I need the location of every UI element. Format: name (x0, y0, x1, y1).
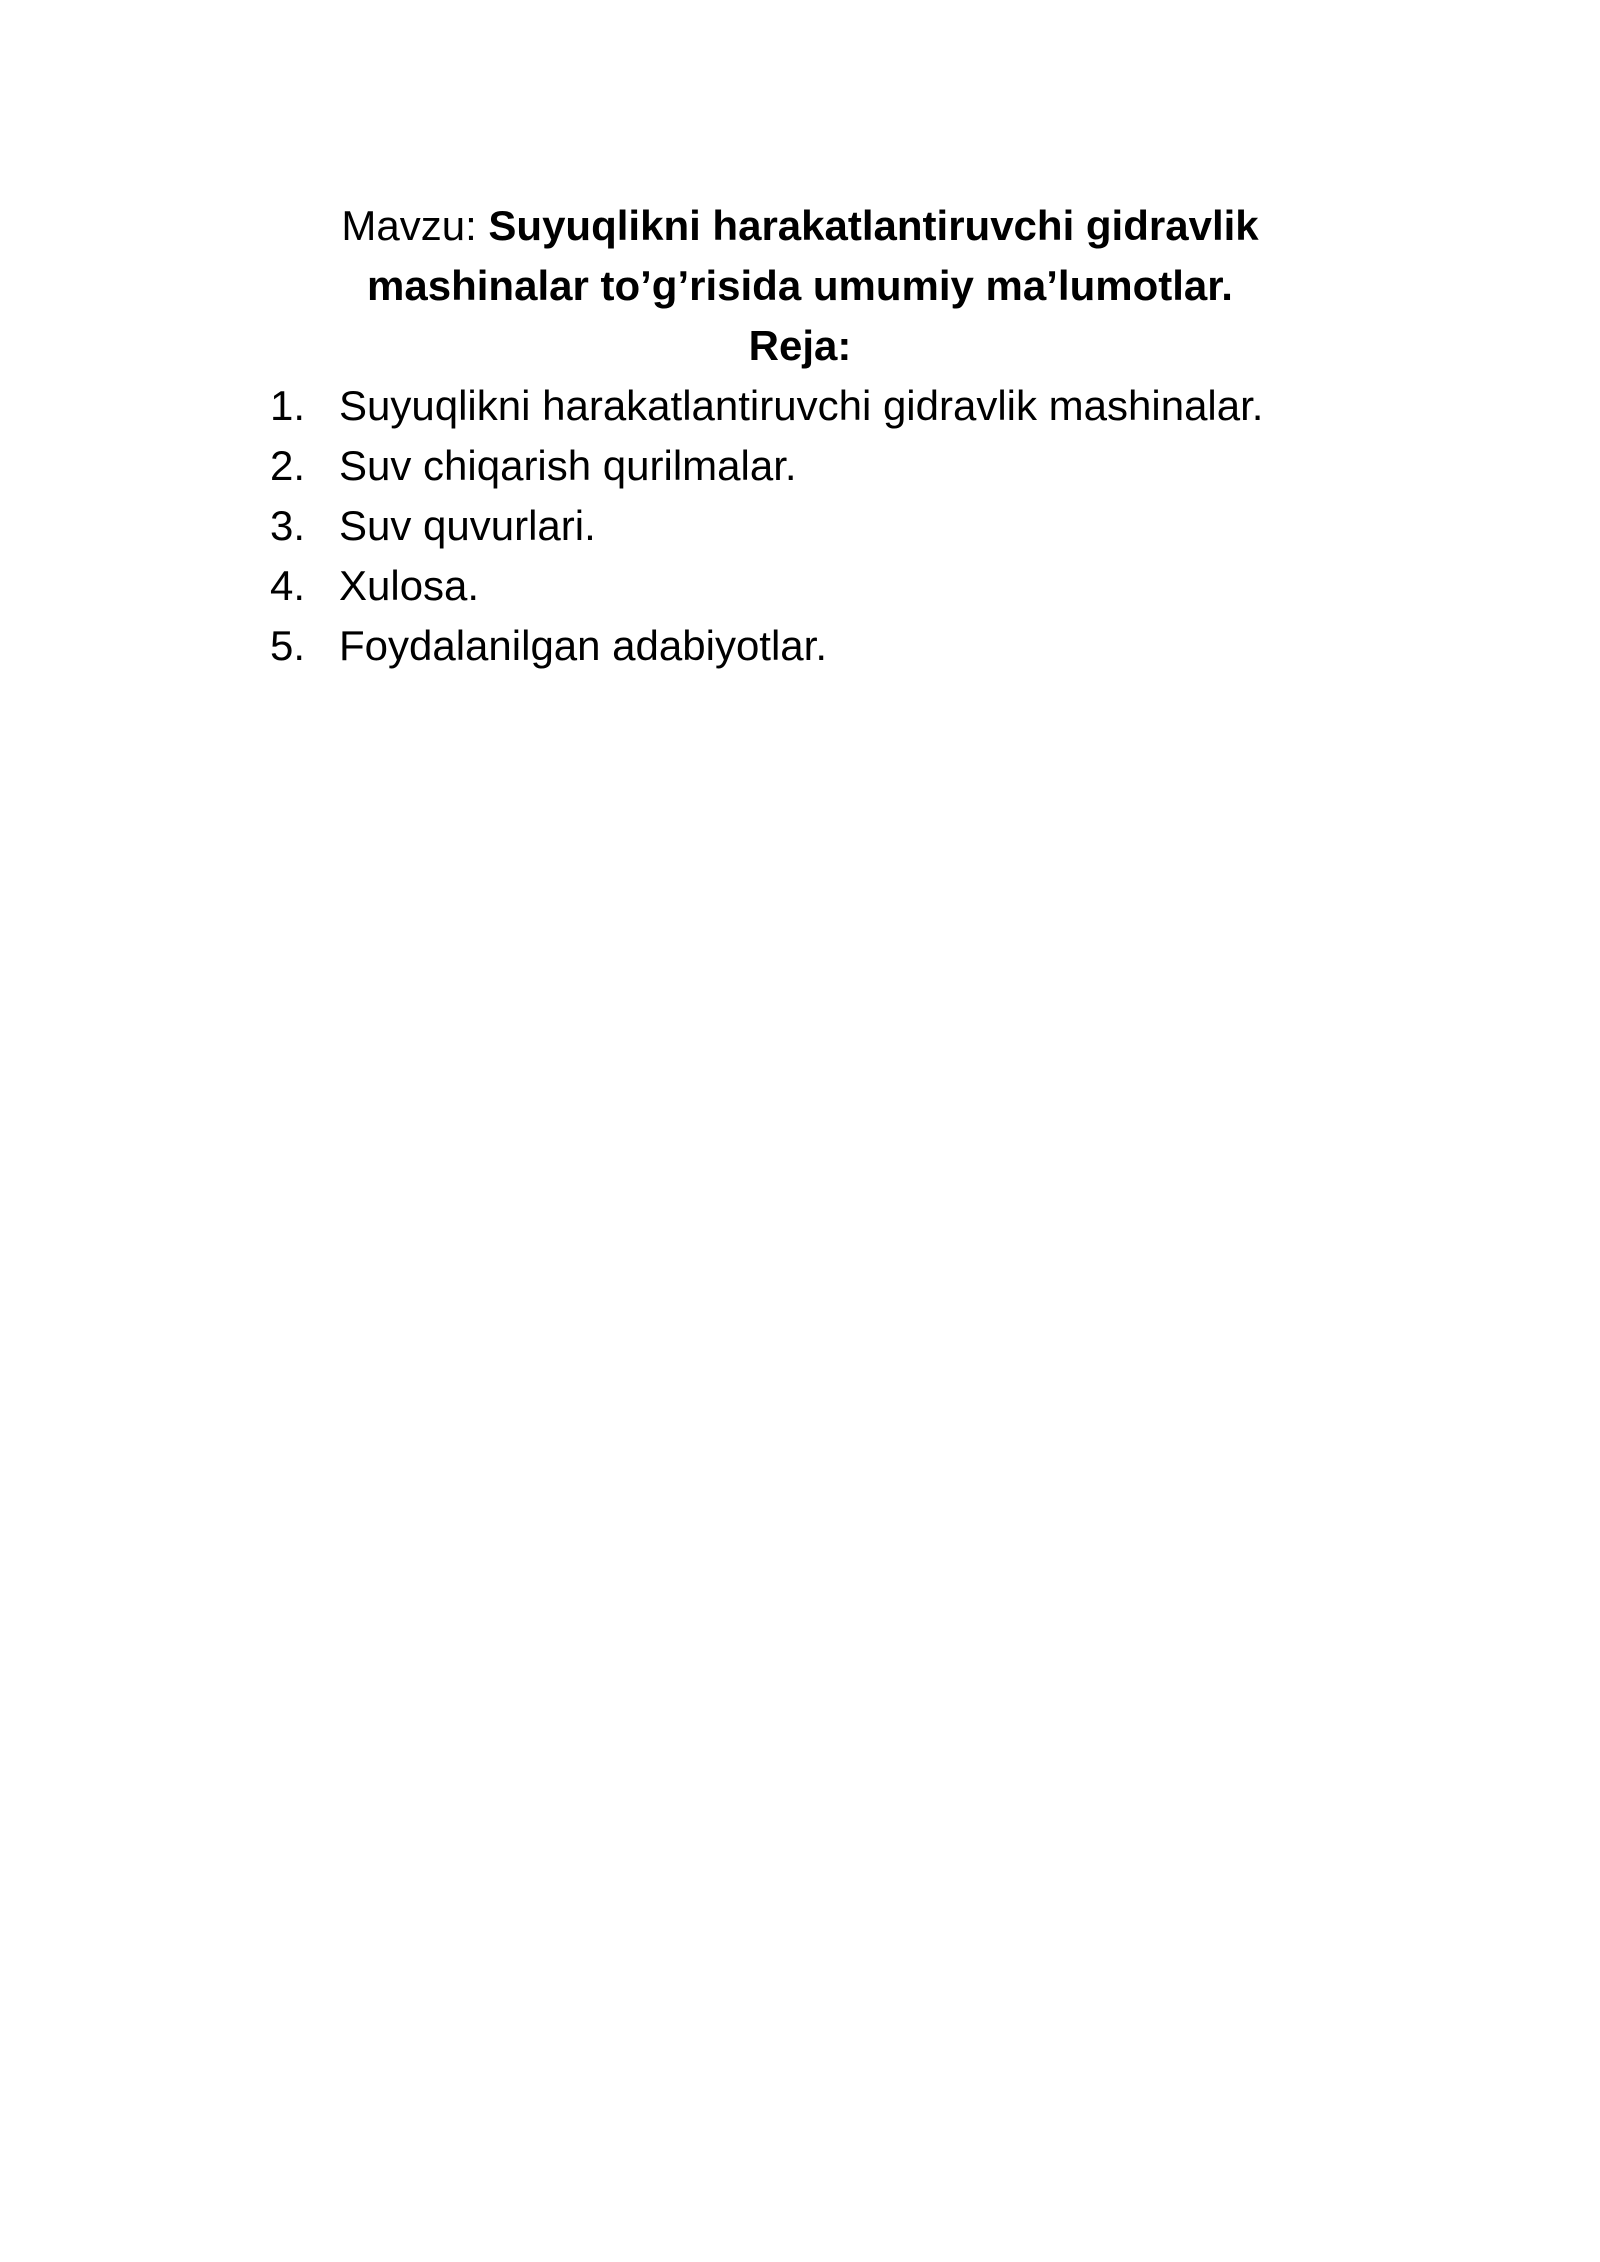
topic-title: Suyuqlikni harakatlantiruvchi gidravlik mashinalar to’g’risida umumiy ma’lumotlar. (367, 202, 1259, 309)
plan-item-text: Suv chiqarish qurilmalar. (339, 442, 797, 489)
plan-list (270, 376, 1263, 676)
plan-item-number: 3. (270, 502, 306, 549)
plan-item-number: 1. (270, 382, 306, 429)
plan-item (270, 616, 1263, 676)
plan-item (270, 436, 1263, 496)
topic-label: Mavzu: (341, 202, 489, 249)
plan-item (270, 376, 1263, 436)
plan-item (270, 496, 1263, 556)
plan-title: Reja: (748, 322, 852, 369)
plan-item-number: 4. (270, 562, 306, 609)
plan-item (270, 556, 1263, 616)
plan-item-number: 2. (270, 442, 306, 489)
plan-item-text: Suyuqlikni harakatlantiruvchi gidravlik mashinalar. (339, 382, 1264, 429)
plan-item-text: Xulosa. (339, 562, 480, 609)
plan-item-text: Foydalanilgan adabiyotlar. (339, 622, 828, 669)
plan-item-text: Suv quvurlari. (339, 502, 596, 549)
plan-item-number: 5. (270, 622, 306, 669)
document-heading (250, 196, 1350, 316)
